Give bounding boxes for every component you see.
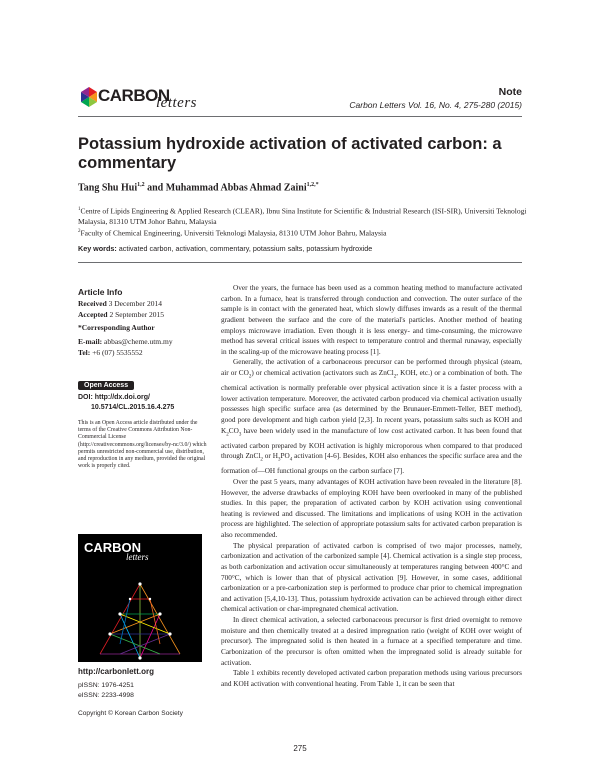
journal-cover-image xyxy=(78,534,202,662)
subscript: 4 xyxy=(289,457,293,463)
received-value: 3 December 2014 xyxy=(108,299,162,308)
body-paragraph: Table 1 exhibits recently developed activated carbon preparation methods using various precursors and KOH activation with conventional heating. From Table 1, it can be seen that xyxy=(221,669,522,688)
accepted-label: Accepted xyxy=(78,310,108,319)
header-divider xyxy=(78,116,522,117)
email-link[interactable]: abbas@cheme.utm.my xyxy=(104,337,173,346)
author-phone xyxy=(78,347,143,358)
page-number: 275 xyxy=(293,744,307,753)
keywords-divider xyxy=(78,262,522,263)
text-run: or H xyxy=(262,452,278,461)
subscript: 2 xyxy=(260,457,263,463)
affiliation-text: Centre of Lipids Engineering & Applied Research (CLEAR), Ibnu Sina Institute for Scientific & Industrial Research (ISI-SIR), Universiti Teknologi Malaysia, 81310 UTM Johor Bahru, Malaysia xyxy=(78,206,527,226)
license-statement: This is an Open Access article distributed under the terms of the Creative Commons Attribution Non-Commercial License (http://creativecommons.org/licenses/by-nc/3.0/) which permits unrestricted non-commercial use, distribution, and reproduction in any medium, provided the original work is properly cited. xyxy=(78,420,207,470)
print-issn: pISSN: 1976-4251 xyxy=(78,682,134,689)
accepted-date xyxy=(78,309,164,320)
cover-script: letters xyxy=(126,552,149,562)
journal-logo xyxy=(78,84,218,112)
article-info-heading: Article Info xyxy=(78,287,123,297)
tel-value: +6 (07) 5535552 xyxy=(92,348,143,357)
keywords-text: activated carbon, activation, commentary, potassium salts, potassium hydroxide xyxy=(118,244,373,253)
author-affiliation-mark: 1,2 xyxy=(137,182,145,188)
body-paragraph: Over the past 5 years, many advantages of KOH activation have been revealed in the literature [8]. However, the adverse drawbacks of employing KOH have been overlooked in many of the published studies. In this paper, the preparation of activated carbon by KOH activation using conventional heating is reviewed and discussed. The limitations and implications of using KOH in the activation process are highlighted. The selection of appropriate potassium salts for activated carbon preparation is also recommended. xyxy=(221,477,522,540)
body-paragraph: In direct chemical activation, a selected carbonaceous precursor is first dried overnight to remove moisture and then chemically treated at a desired impregnation ratio (weight of KOH over weight of precursor). The impregnated solid is then heated in a furnace at a specified temperature and time. Carbonization of the precursor is often omitted when the impregnated solid is already suitable for activation. xyxy=(221,616,522,667)
copyright-notice: Copyright © Korean Carbon Society xyxy=(78,710,183,717)
text-run: ) or chemical activation (activators such as ZnCl xyxy=(251,369,394,377)
text-run: have been widely used in the manufacture of low cost activated carbon. It has been found that activated carbon prepared by KOH activation is highly microporous when compared to that produced through ZnCl xyxy=(221,426,522,461)
body-paragraph xyxy=(221,357,522,477)
author-email xyxy=(78,336,173,347)
cover-title: CARBON xyxy=(84,540,142,555)
author-conjunction: and xyxy=(147,182,164,194)
logo-word: CARBON xyxy=(98,86,170,105)
subscript: 2 xyxy=(226,432,229,437)
subscript: 3 xyxy=(238,432,242,437)
author-name: Tang Shu Hui xyxy=(78,182,138,194)
affiliations xyxy=(78,205,528,238)
received-date xyxy=(78,298,162,309)
open-access-badge: Open Access xyxy=(78,381,134,390)
subscript: 2 xyxy=(393,374,397,380)
email-label: E-mail: xyxy=(78,337,103,346)
doi-link[interactable]: 10.5714/CL.2015.16.4.275 xyxy=(91,404,175,411)
affiliation-mark: 1 xyxy=(78,207,81,212)
logo-hexagon-icon xyxy=(78,86,100,108)
text-run: activation [4-6]. Besides, KOH also enhances the specific surface area and the formation of—OH functional groups on the carbon surface [7]. xyxy=(221,452,522,476)
article-title: Potassium hydroxide activation of activated carbon: a commentary xyxy=(78,135,502,172)
affiliation-mark: 2 xyxy=(78,228,81,234)
keywords xyxy=(78,244,528,253)
body-paragraph: Over the years, the furnace has been used as a common heating method to manufacture activated carbon. In a furnace, heat is transferred through conduction and convection. The outer surface of the sample is in contact with the generated heat, which slowly diffuses inwards as a result of the thermal gradient between the surface and the core of the material's particles. Another method of heating employs microwave irradiation. Even though it is less energy- and time-consuming, the microwave method has several critical issues with respect to temperature control and thermal runaway, especially in the scaling-up of the microwave heating process [1]. xyxy=(221,284,522,356)
electronic-issn: eISSN: 2233-4998 xyxy=(78,692,134,699)
affiliation xyxy=(78,227,528,239)
body-paragraph: The physical preparation of activated carbon is comprised of two major processes, namely, carbonization and activation of the carbonized sample [4]. Chemical activation is a single step process, as both carbonization and activation occur simultaneously at temperatures ranging between 400°C and 700°C, which is lower than that of physical activation [9]. However, in some cases, additional carbonization or a pre-carbonization step is performed to produce char prior to chemical impregnation and activation [5,4,10-13]. Thus, potassium hydroxide activation can be achieved through either direct chemical activation or char-impregnated chemical activation. xyxy=(221,541,522,614)
journal-website-link[interactable]: http://carbonlett.org xyxy=(78,667,154,676)
article-body xyxy=(221,283,522,689)
logo-script: letters xyxy=(156,95,197,111)
author-affiliation-mark: 1,2,* xyxy=(306,182,319,188)
subscript: 2 xyxy=(248,374,252,380)
tel-label: Tel: xyxy=(78,348,91,357)
text-run: CO xyxy=(228,426,239,435)
subscript: 3 xyxy=(277,457,281,463)
affiliation-text: Faculty of Chemical Engineering, Universiti Teknologi Malaysia, 81310 UTM Johor Bahru, Malaysia xyxy=(80,228,387,237)
doi-label: DOI: http://dx.doi.org/ xyxy=(78,394,150,401)
author-line xyxy=(78,182,319,193)
text-run: Generally, the activation of a carbonaceous precursor can be performed through physical (steam, air or CO xyxy=(221,358,522,377)
journal-reference: Carbon Letters Vol. 16, No. 4, 275-280 (2015) xyxy=(349,100,522,110)
received-label: Received xyxy=(78,299,107,308)
corresponding-author-heading: *Corresponding Author xyxy=(78,323,155,332)
accepted-value: 2 September 2015 xyxy=(109,310,165,319)
article-type-label: Note xyxy=(498,86,522,98)
affiliation xyxy=(78,205,528,227)
keywords-label: Key words: xyxy=(78,244,117,253)
author-name: Muhammad Abbas Ahmad Zaini xyxy=(165,182,307,194)
text-run: PO xyxy=(280,452,290,461)
text-run: , KOH, etc.) or a combination of both. The chemical activation is normally preferable over physical activation since it is a faster process with a lower activation temperature. Moreover, the activated carbon produced via chemical activation usually possesses high specific surface area (as determined by the Brunauer-Emmett-Teller, BET method), good pore development and high carbon yield [2,3]. In recent years, potassium salts such as KOH and K xyxy=(221,369,522,435)
